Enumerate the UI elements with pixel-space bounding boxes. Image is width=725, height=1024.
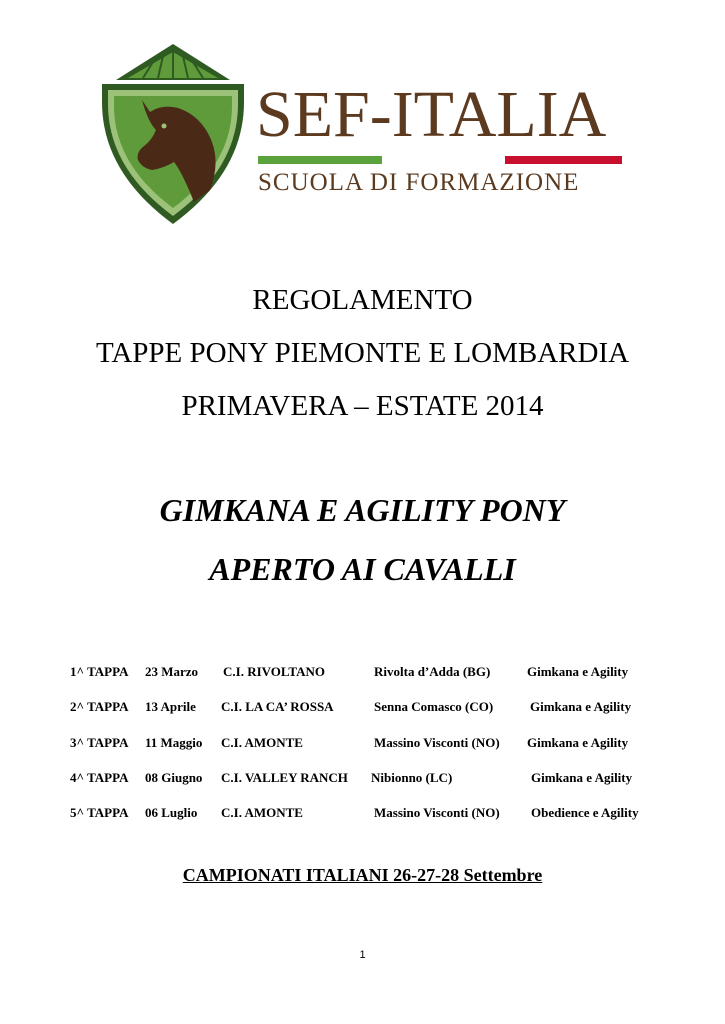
tappa-club: C.I. AMONTE	[221, 735, 303, 750]
tappa-label: 1^ TAPPA	[70, 664, 129, 679]
schedule-row	[0, 768, 725, 788]
tappa-discipline: Gimkana e Agility	[530, 699, 632, 714]
tappa-place: Senna Comasco (CO)	[374, 699, 494, 714]
title-line-3: PRIMAVERA – ESTATE 2014	[181, 390, 544, 422]
schedule-row	[0, 697, 725, 717]
tappa-club: C.I. VALLEY RANCH	[221, 770, 348, 785]
title-line-1: REGOLAMENTO	[252, 284, 473, 316]
brand-subtitle: SCUOLA DI FORMAZIONE	[258, 169, 580, 196]
title-line-2: TAPPE PONY PIEMONTE E LOMBARDIA	[95, 337, 630, 369]
schedule-row	[0, 733, 725, 753]
horse-shield-icon	[98, 42, 248, 227]
tappa-date: 08 Giugno	[145, 770, 203, 785]
schedule-table	[0, 660, 725, 830]
tappa-place: Rivolta d’Adda (BG)	[374, 664, 491, 679]
tappa-date: 13 Aprile	[145, 699, 196, 714]
tappa-date: 23 Marzo	[145, 664, 199, 679]
tappa-discipline: Obedience e Agility	[531, 805, 639, 820]
tappa-place: Massino Visconti (NO)	[374, 735, 500, 750]
tappa-label: 5^ TAPPA	[70, 805, 129, 820]
tappa-discipline: Gimkana e Agility	[531, 770, 633, 785]
campionati-heading: CAMPIONATI ITALIANI 26-27-28 Settembre	[182, 865, 543, 885]
tappa-place: Nibionno (LC)	[371, 770, 453, 785]
tappa-club: C.I. RIVOLTANO	[223, 664, 325, 679]
flag-green-bar	[258, 156, 382, 164]
tappa-date: 11 Maggio	[145, 735, 203, 750]
tappa-discipline: Gimkana e Agility	[527, 664, 629, 679]
tappa-date: 06 Luglio	[145, 805, 198, 820]
page-number: 1	[359, 949, 366, 961]
brand-name: SEF-ITALIA	[256, 78, 607, 151]
subtitle-line-1: GIMKANA E AGILITY PONY	[159, 492, 566, 528]
tappa-label: 3^ TAPPA	[70, 735, 129, 750]
tappa-club: C.I. AMONTE	[221, 805, 303, 820]
tappa-discipline: Gimkana e Agility	[527, 735, 629, 750]
flag-red-bar	[505, 156, 622, 164]
tappa-label: 2^ TAPPA	[70, 699, 129, 714]
sef-italia-logo	[98, 42, 628, 232]
tappa-place: Massino Visconti (NO)	[374, 805, 500, 820]
tappa-club: C.I. LA CA’ ROSSA	[221, 699, 334, 714]
subtitle-line-2: APERTO AI CAVALLI	[209, 551, 516, 587]
tappa-label: 4^ TAPPA	[70, 770, 129, 785]
schedule-row	[0, 662, 725, 682]
schedule-row	[0, 803, 725, 823]
